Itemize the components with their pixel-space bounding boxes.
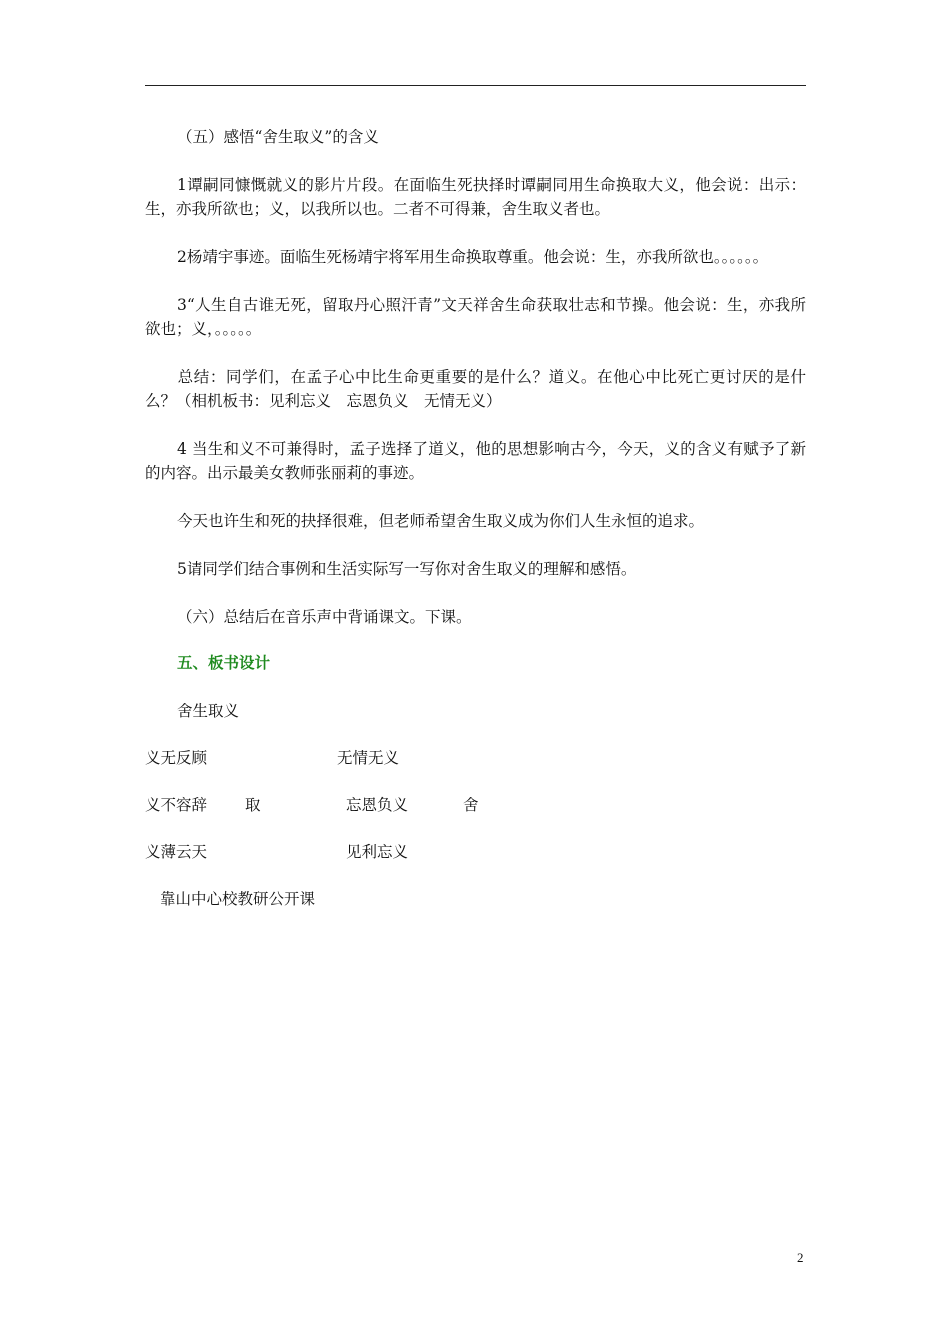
- board-left-2: 义不容辞: [145, 796, 208, 814]
- page-number: 2: [797, 1250, 804, 1265]
- paragraph-wen-tianxiang: 3“人生自古谁无死，留取丹心照汗青”文天祥舍生命获取壮志和节操。他会说：生，亦我所欲也；义，。。。。。: [145, 296, 806, 338]
- paragraph-pursuit: 今天也许生和死的抉择很难，但老师希望舍生取义成为你们人生永恒的追求。: [177, 512, 705, 530]
- paragraph-section-six: （六）总结后在音乐声中背诵课文。下课。: [177, 608, 472, 626]
- paragraph-yang-jingyu: 2杨靖宇事迹。面临生死杨靖宇将军用生命换取尊重。他会说：生，亦我所欲也。。。。。。: [177, 248, 769, 266]
- header-rule: [145, 85, 806, 86]
- board-right-1: 无情无义: [337, 749, 400, 767]
- board-title: 舍生取义: [177, 702, 240, 720]
- board-give: 舍: [463, 796, 479, 814]
- paragraph-new-meaning: 4 当生和义不可兼得时，孟子选择了道义，他的思想影响古今，今天，义的含义有赋予了新的内容。出示最美女教师张丽莉的事迹。: [145, 440, 806, 482]
- board-right-3: 见利忘义: [346, 843, 409, 861]
- section-five-heading: （五）感悟“舍生取义”的含义: [177, 128, 379, 146]
- footer-note: 靠山中心校教研公开课: [160, 890, 316, 908]
- paragraph-tan-sitong: 1谭嗣同慷慨就义的影片片段。在面临生死抉择时谭嗣同用生命换取大义，他会说：出示：生，亦我所欲也；义，以我所以也。二者不可得兼，舍生取义者也。: [145, 176, 806, 218]
- board-design-heading: 五、板书设计: [177, 654, 271, 672]
- paragraph-summary: 总结：同学们，在孟子心中比生命更重要的是什么？道义。在他心中比死亡更讨厌的是什么？（相机板书：见利忘义 忘恩负义 无情无义）: [145, 368, 806, 410]
- board-right-2: 忘恩负义: [346, 796, 409, 814]
- board-take: 取: [245, 796, 261, 814]
- board-left-1: 义无反顾: [145, 749, 208, 767]
- paragraph-writing-task: 5请同学们结合事例和生活实际写一写你对舍生取义的理解和感悟。: [177, 560, 637, 578]
- board-left-3: 义薄云天: [145, 843, 208, 861]
